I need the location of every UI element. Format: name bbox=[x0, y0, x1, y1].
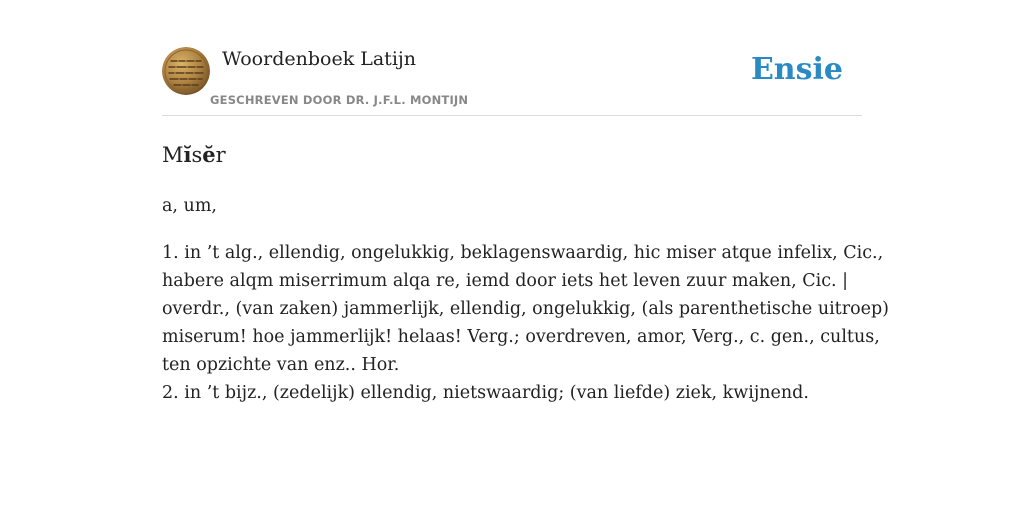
definition-line: 2. in ’t bijz., (zedelijk) ellendig, nietswaardig; (van liefde) ziek, kwijnend. bbox=[162, 383, 809, 403]
book-header bbox=[162, 47, 862, 116]
book-title[interactable]: Woordenboek Latijn bbox=[222, 48, 417, 70]
definition-line: habere alqm miserrimum alqa re, iemd door iets het leven zuur maken, Cic. | bbox=[162, 271, 849, 291]
ensie-logo[interactable]: Ensie bbox=[750, 52, 843, 87]
definition-line: 1. in ’t alg., ellendig, ongelukkig, beklagenswaardig, hic miser atque infelix, Cic., bbox=[162, 243, 884, 263]
title-part: s bbox=[191, 143, 203, 167]
title-part: M bbox=[162, 143, 184, 167]
entry-title bbox=[162, 141, 862, 169]
definition-line: ten opzichte van enz.. Hor. bbox=[162, 355, 400, 375]
title-part: ĭ bbox=[183, 142, 192, 167]
entry-definition bbox=[162, 239, 890, 407]
title-part: r bbox=[215, 143, 226, 167]
title-part: ĕ bbox=[202, 142, 216, 167]
page bbox=[162, 0, 890, 407]
definition-line: overdr., (van zaken) jammerlijk, ellendig, ongelukkig, (als parenthetische uitroep) bbox=[162, 299, 890, 319]
entry-grammar: a, um, bbox=[162, 196, 217, 216]
definition-line: miserum! hoe jammerlijk! helaas! Verg.; overdreven, amor, Verg., c. gen., cultus, bbox=[162, 327, 880, 347]
coin-inscription-icon[interactable] bbox=[162, 47, 210, 95]
author-byline: GESCHREVEN DOOR DR. J.F.L. MONTIJN bbox=[210, 93, 469, 107]
